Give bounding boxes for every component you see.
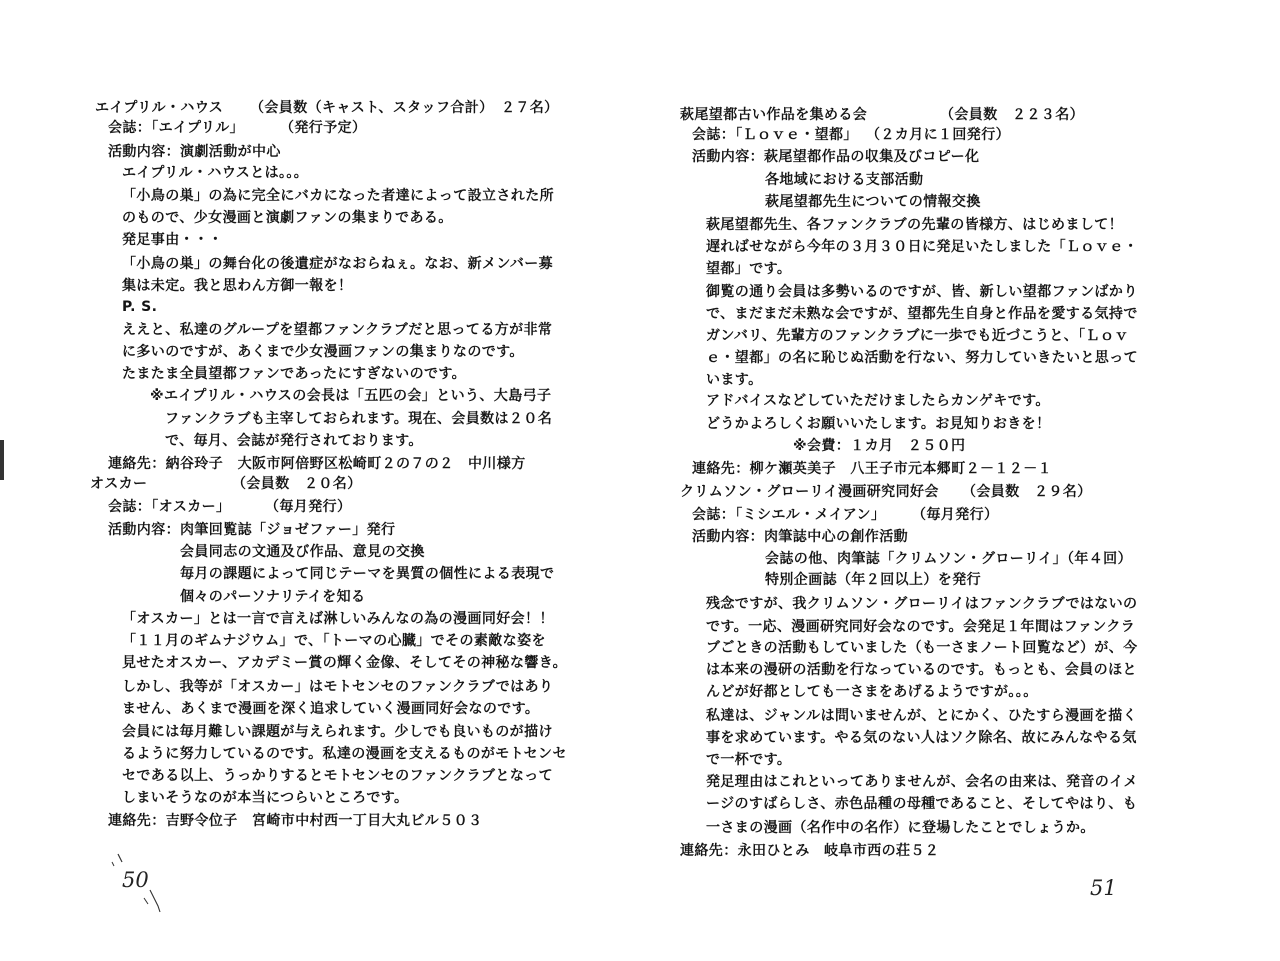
body-line: 「オスカー」とは一言で言えば淋しいみんなの為の漫画同好会！！ [122,611,554,627]
body-line: るように努力しているのです。私達の漫画を支えるものがモトセンセ [122,746,567,762]
member-count: （会員数（キャスト、スタッフ合計） ２７名） [250,100,559,116]
body-line: アドバイスなどしていただけましたらカンゲキです。 [706,393,1050,409]
body-line: しかし、我等が「オスカー」はモトセンセのファンクラブではあり [122,679,554,695]
body-line: 集は未定。我と思わん方御一報を！ [122,278,353,294]
body-line: エイプリル・ハウスとは。。。 [122,165,309,181]
body-line: 残念ですが、我クリムソン・グローリイはファンクラブではないの [706,596,1138,612]
body-line: で一杯です。 [706,752,792,768]
body-line: ません、あくまで漫画を深く追求していく漫画同好会なのです。 [122,701,540,717]
note-line: ※エイプリル・ハウスの会長は「五匹の会」という、大島弓子 [150,388,552,404]
activity-item: 個々のパーソナリテイを知る [180,589,366,605]
body-line: います。 [706,372,763,388]
body-line: 萩尾望都先生、各ファンクラブの先輩の皆様方、はじめまして！ [706,217,1124,233]
magazine-title: 会誌：「ミシエル・メイアン」 [692,507,886,523]
club-name: 萩尾望都古い作品を集める会 [680,107,868,123]
page-number: 50 [122,868,149,892]
body-line: に多いのですが、あくまで少女漫画ファンの集まりなのです。 [122,344,524,360]
note-line: ファンクラブも主宰しておられます。現在、会員数は２０名 [165,411,553,427]
member-count: （会員数 ２０名） [232,476,362,492]
body-line: ブごときの活動もしていました（も一さまノート回覧など）が、今 [706,640,1138,656]
member-count: （会員数 ２９名） [962,484,1092,500]
activity-item: 会員同志の文通及び作品、意見の交換 [180,544,425,560]
body-line: たまたま全員望都ファンであったにすぎないのです。 [122,366,467,382]
body-line: 発足事由・・・ [122,232,223,248]
club-name: オスカー [90,476,148,492]
activity-line: 活動内容：肉筆回覧誌「ジョゼファー」発行 [108,522,396,538]
body-line: 事を求めています。やる気のない人はソク除名、故にみんなやる気 [706,730,1137,746]
magazine-title: 会誌：「エイプリル」 [108,120,245,136]
body-line: です。一応、漫画研究同好会なのです。会発足１年間はファンクラ [706,619,1136,635]
note-line: で、毎月、会誌が発行されております。 [165,433,423,449]
body-line: ガンバリ、先輩方のファンクラブに一歩でも近づこうと、「Ｌｏｖ [706,328,1129,344]
body-line: 私達は、ジャンルは問いませんが、とにかく、ひたすら漫画を描く [706,708,1138,724]
body-line: どうかよろしくお願いいたします。お見知りおきを！ [706,416,1051,432]
body-line: んどが好都としても一さまをあげるようですが。。。 [706,684,1038,700]
body-line: ｅ・望都」の名に恥じぬ活動を行ない、努力していきたいと思って [706,350,1138,366]
body-line: 遅ればせながら今年の３月３０日に発足いたしました「Ｌｏｖｅ・ [706,239,1138,255]
publication-note: （２カ月に１回発行） [866,127,1010,143]
publication-note: （毎月発行） [265,499,352,515]
contact-line: 連絡先：柳ケ瀬英美子 八王子市元本郷町２－１２－１ [692,461,1052,477]
body-line: 一さまの漫画（名作中の名作）に登場したことでしょうか。 [706,820,1095,836]
body-line: ージのすばらしさ、赤色品種の母種であること、そしてやはり、も [706,796,1138,812]
publication-note: （毎月発行） [912,507,999,523]
activity-item: 会誌の他、肉筆誌「クリムソン・グローリイ」（年４回） [765,551,1132,567]
page-number: 51 [1090,876,1117,900]
activity-line: 活動内容：肉筆誌中心の創作活動 [692,529,908,545]
fee-line: ※会費：１カ月 ２５０円 [793,438,966,454]
activity-item: 各地域における支部活動 [765,172,924,188]
body-line: 望都」です。 [706,261,792,277]
magazine-title: 会誌：「オスカー」 [108,499,231,515]
publication-note: （発行予定） [280,120,367,136]
contact-line: 連絡先：永田ひとみ 岐阜市西の荘５２ [680,843,940,859]
body-line: ええと、私達のグループを望都ファンクラブだと思ってる方が非常 [122,322,553,338]
activity-item: 特別企画誌（年２回以上）を発行 [765,572,981,588]
body-line: P. S. [122,299,158,315]
body-line: 見せたオスカー、アカデミー賞の輝く金像、そしてその神秘な響き。 [122,655,567,671]
club-name: クリムソン・グローリイ漫画研究同好会 [680,484,939,500]
member-count: （会員数 ２２３名） [940,107,1084,123]
activity-line: 活動内容：萩尾望都作品の収集及びコピー化 [692,149,980,165]
body-line: のもので、少女漫画と演劇ファンの集まりである。 [122,210,453,226]
club-name: エイプリル・ハウス [95,100,224,116]
body-line: は本来の漫研の活動を行なっているのです。もっとも、会員のほと [706,662,1137,678]
pen-marks [100,840,190,930]
contact-line: 連絡先：納谷玲子 大阪市阿倍野区松崎町２の７の２ 中川様方 [108,456,526,472]
activity-item: 毎月の課題によって同じテーマを異質の個性による表現で [180,566,555,582]
body-line: セである以上、うっかりするとモトセンセのファンクラブとなって [122,768,554,784]
body-line: 御覧の通り会員は多勢いるのですが、皆、新しい望都ファンばかり [706,284,1138,300]
body-line: 「小鳥の巣」の為に完全にバカになった者達によって設立された所 [122,188,554,204]
contact-line: 連絡先：吉野令位子 宮崎市中村西一丁目大丸ビル５０３ [108,813,483,829]
activity-line: 活動内容：演劇活動が中心 [108,144,281,160]
body-line: で、まだまだ未熟な会ですが、望都先生自身と作品を愛する気持で [706,306,1138,322]
right-page [640,0,1280,961]
activity-item: 萩尾望都先生についての情報交換 [765,194,981,210]
body-line: 会員には毎月難しい課題が与えられます。少しでも良いものが描け [122,724,553,740]
body-line: 「１１月のギムナジウム」で、「トーマの心臓」でその素敵な姿を [122,633,546,649]
magazine-title: 会誌：「Ｌｏｖｅ・望都」 [692,127,858,143]
body-line: しまいそうなのが本当につらいところです。 [122,790,409,806]
body-line: 「小鳥の巣」の舞台化の後遺症がなおらねぇ。なお、新メンバー募 [122,256,554,272]
body-line: 発足理由はこれといってありませんが、会名の由来は、発音のイメ [706,774,1138,790]
